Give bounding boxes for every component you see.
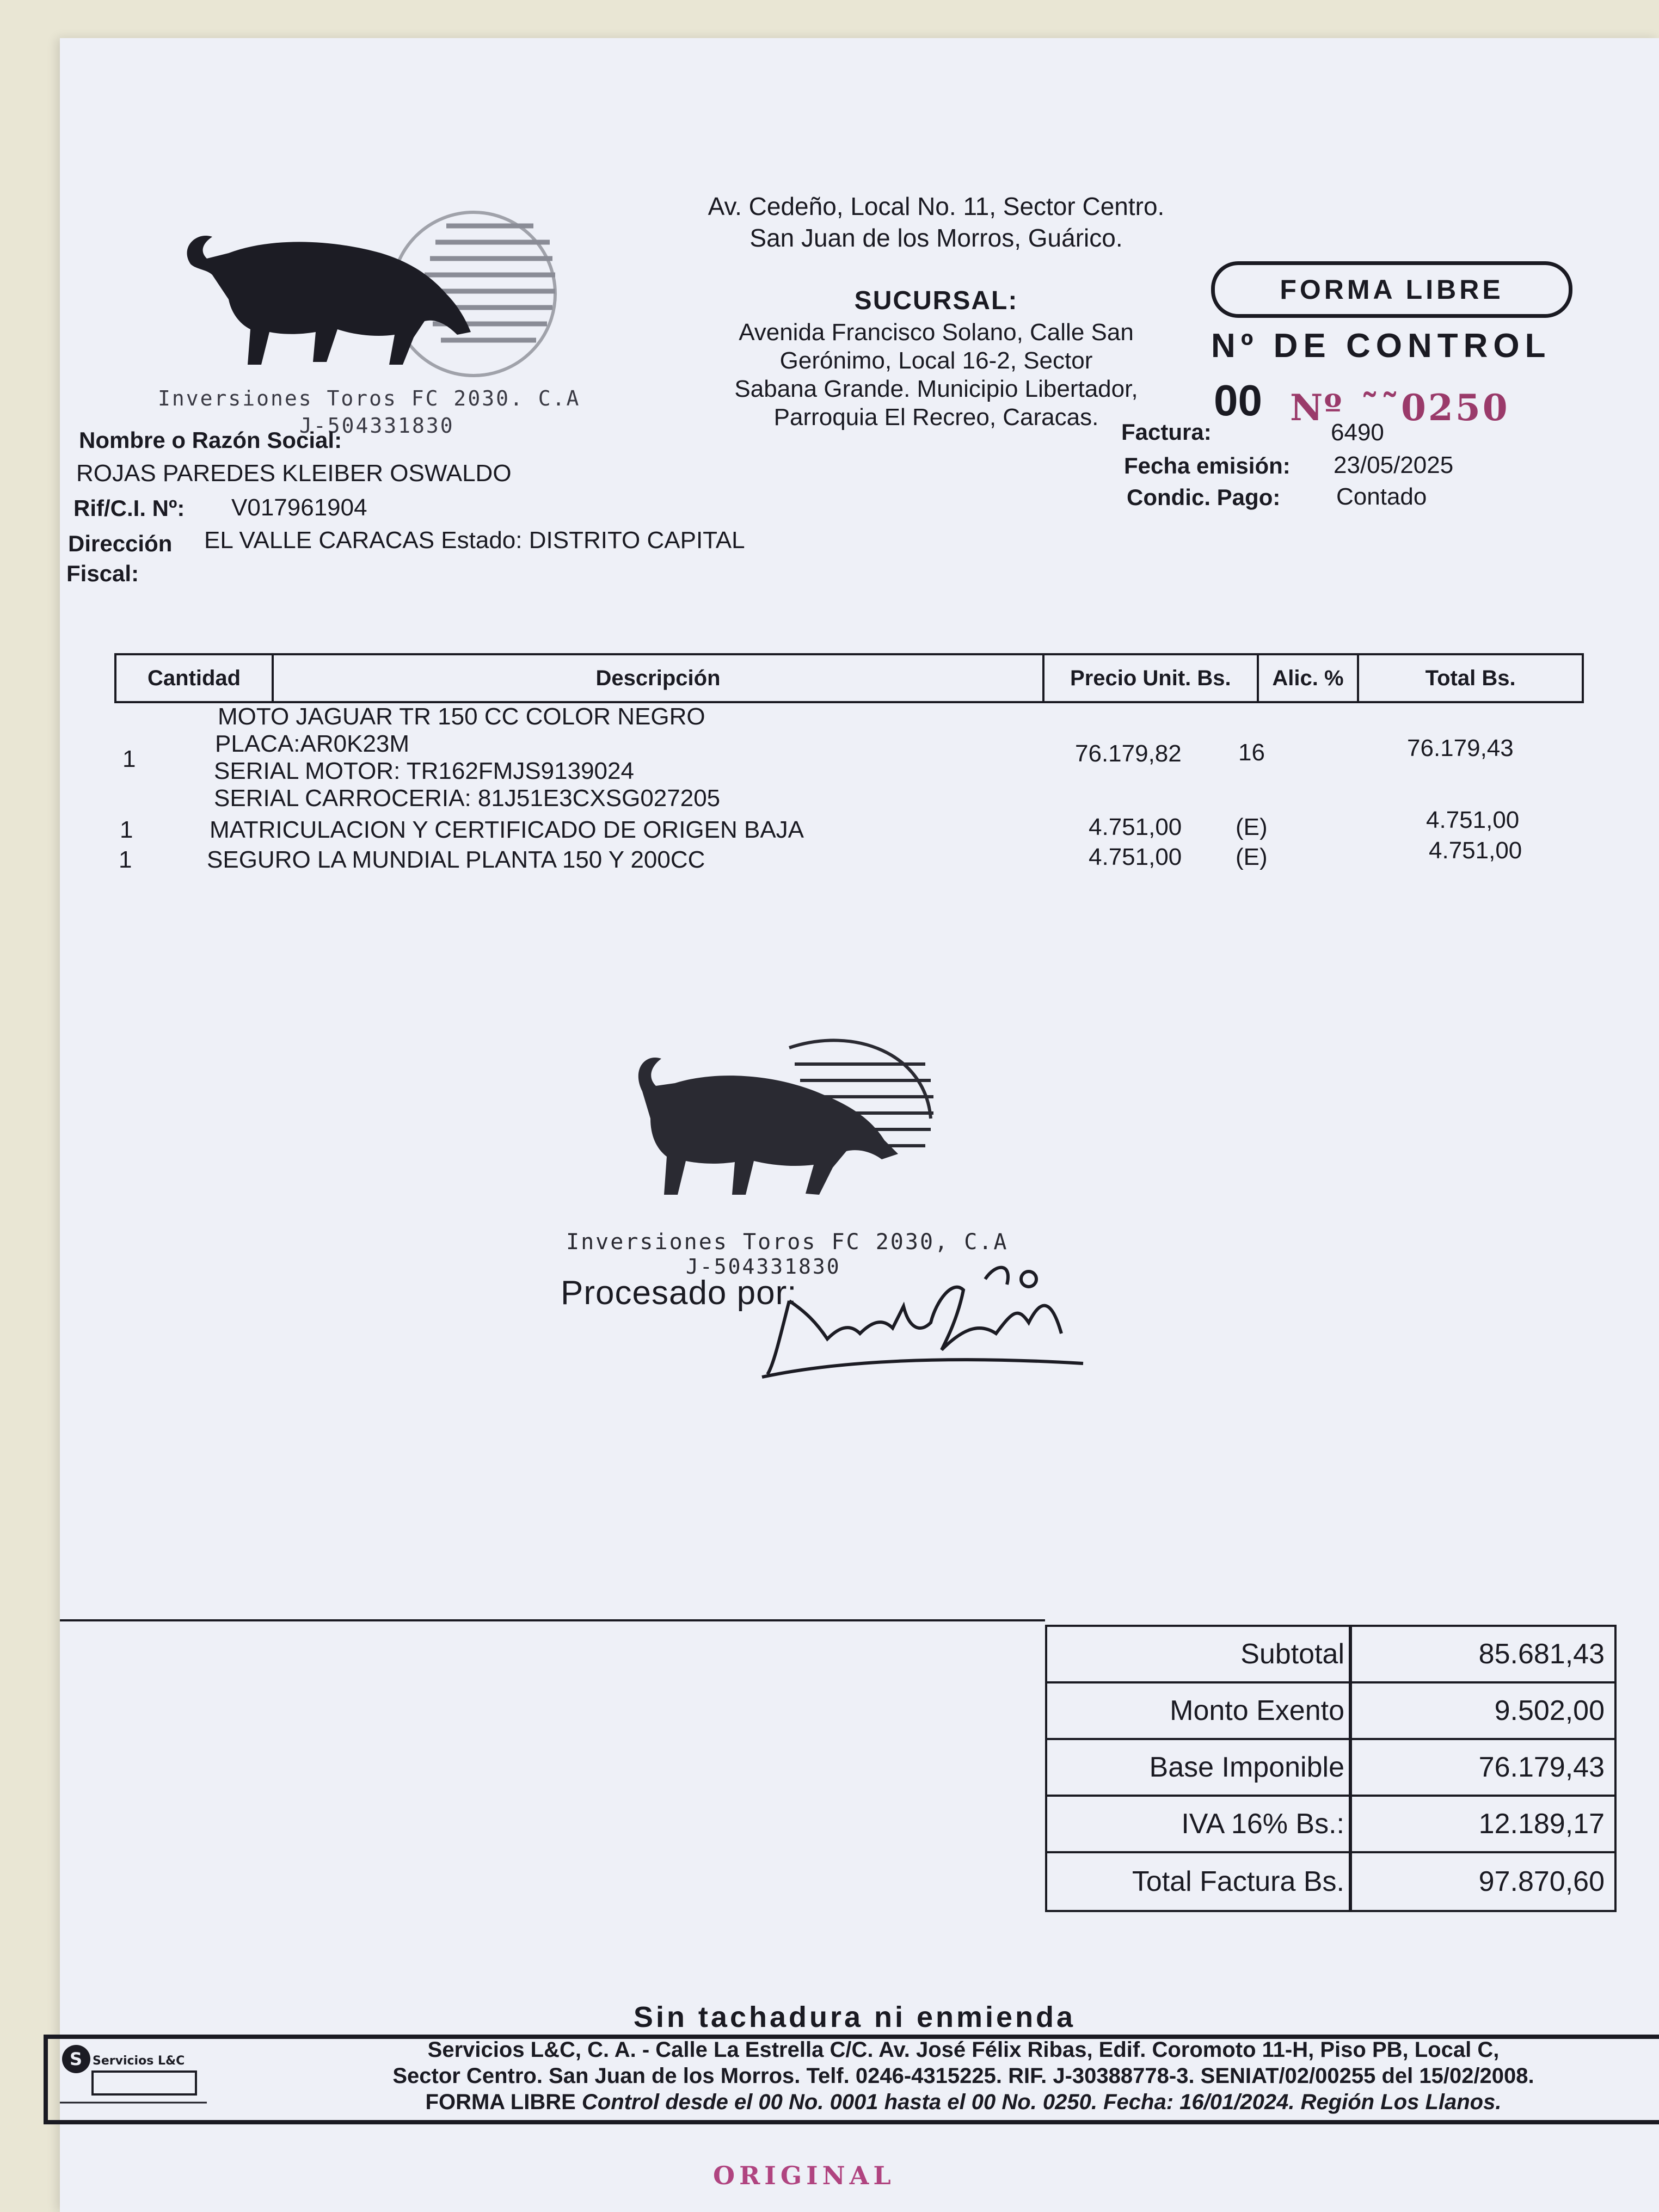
client-name-label: Nombre o Razón Social: <box>79 427 342 453</box>
client-dir-label: Dirección <box>68 531 173 556</box>
totals-separator <box>60 1619 1045 1621</box>
header-alic: Alic. % <box>1259 655 1359 701</box>
item-desc-line: PLACA:AR0K23M <box>215 730 410 757</box>
totals-row-iva <box>1047 1797 1614 1853</box>
item-alic: (E) <box>1236 844 1268 870</box>
total-value: 97.870,60 <box>1478 1866 1605 1897</box>
iva-value: 12.189,17 <box>1478 1808 1605 1840</box>
company-logo <box>152 199 610 438</box>
item-qty: 1 <box>120 816 133 843</box>
client-rif-label: Rif/C.I. Nº: <box>73 495 185 521</box>
item-desc-line: SERIAL CARROCERIA: 81J51E3CXSG027205 <box>214 785 721 812</box>
exento-value: 9.502,00 <box>1494 1695 1605 1726</box>
totals-row-total <box>1047 1853 1614 1910</box>
factura-label: Factura: <box>1121 419 1212 445</box>
sucursal-line: Avenida Francisco Solano, Calle San <box>739 319 1134 346</box>
item-total: 4.751,00 <box>1429 837 1522 864</box>
iva-label: IVA 16% Bs.: <box>1047 1797 1352 1851</box>
item-qty: 1 <box>122 746 136 772</box>
logo-company-rif: J-504331830 <box>299 414 454 438</box>
sucursal-line: Parroquia El Recreo, Caracas. <box>773 404 1099 431</box>
printer-logo-text: Servicios L&C <box>93 2054 185 2068</box>
client-rif: V017961904 <box>231 494 367 521</box>
item-desc-line: SEGURO LA MUNDIAL PLANTA 150 Y 200CC <box>207 846 705 873</box>
footer-line-3 <box>229 2089 1659 2115</box>
client-fiscal-label: Fiscal: <box>66 561 139 586</box>
item-desc-line: MATRICULACION Y CERTIFICADO DE ORIGEN BAJA <box>210 816 804 843</box>
sucursal-title: SUCURSAL: <box>854 286 1018 315</box>
item-alic: (E) <box>1236 814 1268 840</box>
totals-row-subtotal <box>1047 1627 1614 1683</box>
item-desc-line: SERIAL MOTOR: TR162FMJS9139024 <box>214 758 634 784</box>
stamp-bull <box>638 1058 898 1195</box>
address-line-2: San Juan de los Morros, Guárico. <box>749 224 1123 252</box>
control-number: ˜˜0250 <box>1361 386 1510 429</box>
client-name: ROJAS PAREDES KLEIBER OSWALDO <box>76 460 512 487</box>
item-alic: 16 <box>1238 739 1265 766</box>
pago-value: Contado <box>1336 483 1427 510</box>
stamp-company-name: Inversiones Toros FC 2030, C.A <box>566 1230 1009 1255</box>
subtotal-value: 85.681,43 <box>1478 1638 1605 1670</box>
address-line-1: Av. Cedeño, Local No. 11, Sector Centro. <box>708 192 1165 220</box>
item-qty: 1 <box>119 846 132 873</box>
items-table-header <box>114 653 1584 703</box>
fecha-label: Fecha emisión: <box>1124 453 1291 478</box>
item-total: 76.179,43 <box>1407 735 1514 761</box>
original-stamp: ORIGINAL <box>713 2161 895 2190</box>
totals-row-exento <box>1047 1683 1614 1740</box>
base-value: 76.179,43 <box>1478 1752 1605 1783</box>
sucursal-line: Sabana Grande. Municipio Libertador, <box>734 376 1138 402</box>
sucursal-address <box>686 318 1187 432</box>
total-label: Total Factura Bs. <box>1047 1853 1352 1910</box>
forma-libre-badge: FORMA LIBRE <box>1211 261 1572 318</box>
fecha-value: 23/05/2025 <box>1334 452 1454 478</box>
item-total: 4.751,00 <box>1426 807 1520 833</box>
sucursal-line: Gerónimo, Local 16-2, Sector <box>779 347 1093 374</box>
bull-silhouette <box>187 236 471 365</box>
footer-control-range: Control desde el 00 No. 0001 hasta el 00 No. 0250. Fecha: 16/01/2024. Región Los Llanos. <box>581 2090 1502 2114</box>
factura-number: 6490 <box>1331 419 1384 446</box>
footer-line-1: Servicios L&C, C. A. - Calle La Estrella C/C. Av. José Félix Ribas, Edif. Coromoto 11-H, Piso PB, Local C, <box>427 2038 1500 2062</box>
control-series: 00 <box>1214 376 1262 425</box>
signature <box>757 1246 1094 1399</box>
company-stamp <box>550 1031 1029 1276</box>
base-label: Base Imponible <box>1047 1740 1352 1795</box>
item-price: 4.751,00 <box>1089 844 1182 870</box>
exento-label: Monto Exento <box>1047 1683 1352 1738</box>
pago-label: Condic. Pago: <box>1127 484 1281 510</box>
client-address: EL VALLE CARACAS Estado: DISTRITO CAPITAL <box>204 527 745 554</box>
header-total: Total Bs. <box>1425 666 1516 690</box>
no-erasure-notice: Sin tachadura ni enmienda <box>633 2001 1076 2033</box>
logo-company-name: Inversiones Toros FC 2030. C.A <box>158 386 581 410</box>
totals-row-base <box>1047 1740 1614 1797</box>
control-no-prefix: Nº <box>1290 386 1343 429</box>
footer-line-2: Sector Centro. San Juan de los Morros. Telf. 0246-4315225. RIF. J-30388778-3. SENIAT/02/00255 del 15/02/2008. <box>392 2064 1534 2088</box>
printer-footer-text <box>229 2037 1659 2115</box>
processed-by-label: Procesado por: <box>561 1274 797 1312</box>
footer-forma-libre: FORMA LIBRE <box>425 2090 576 2114</box>
header-precio: Precio Unit. Bs. <box>1044 655 1259 701</box>
header-cantidad: Cantidad <box>116 655 274 701</box>
subtotal-label: Subtotal <box>1047 1627 1352 1681</box>
stamp-company-rif: J-504331830 <box>686 1255 841 1276</box>
header-descripcion: Descripción <box>274 655 1044 701</box>
totals-table <box>1045 1625 1617 1912</box>
svg-text:S: S <box>70 2049 83 2069</box>
item-price: 4.751,00 <box>1089 814 1182 840</box>
company-address <box>631 191 1241 254</box>
item-desc-line: MOTO JAGUAR TR 150 CC COLOR NEGRO <box>218 703 705 730</box>
invoice-sheet <box>60 38 1659 2212</box>
control-label: Nº DE CONTROL <box>1211 327 1551 365</box>
printer-logo <box>54 2035 218 2116</box>
item-price: 76.179,82 <box>1075 740 1182 767</box>
